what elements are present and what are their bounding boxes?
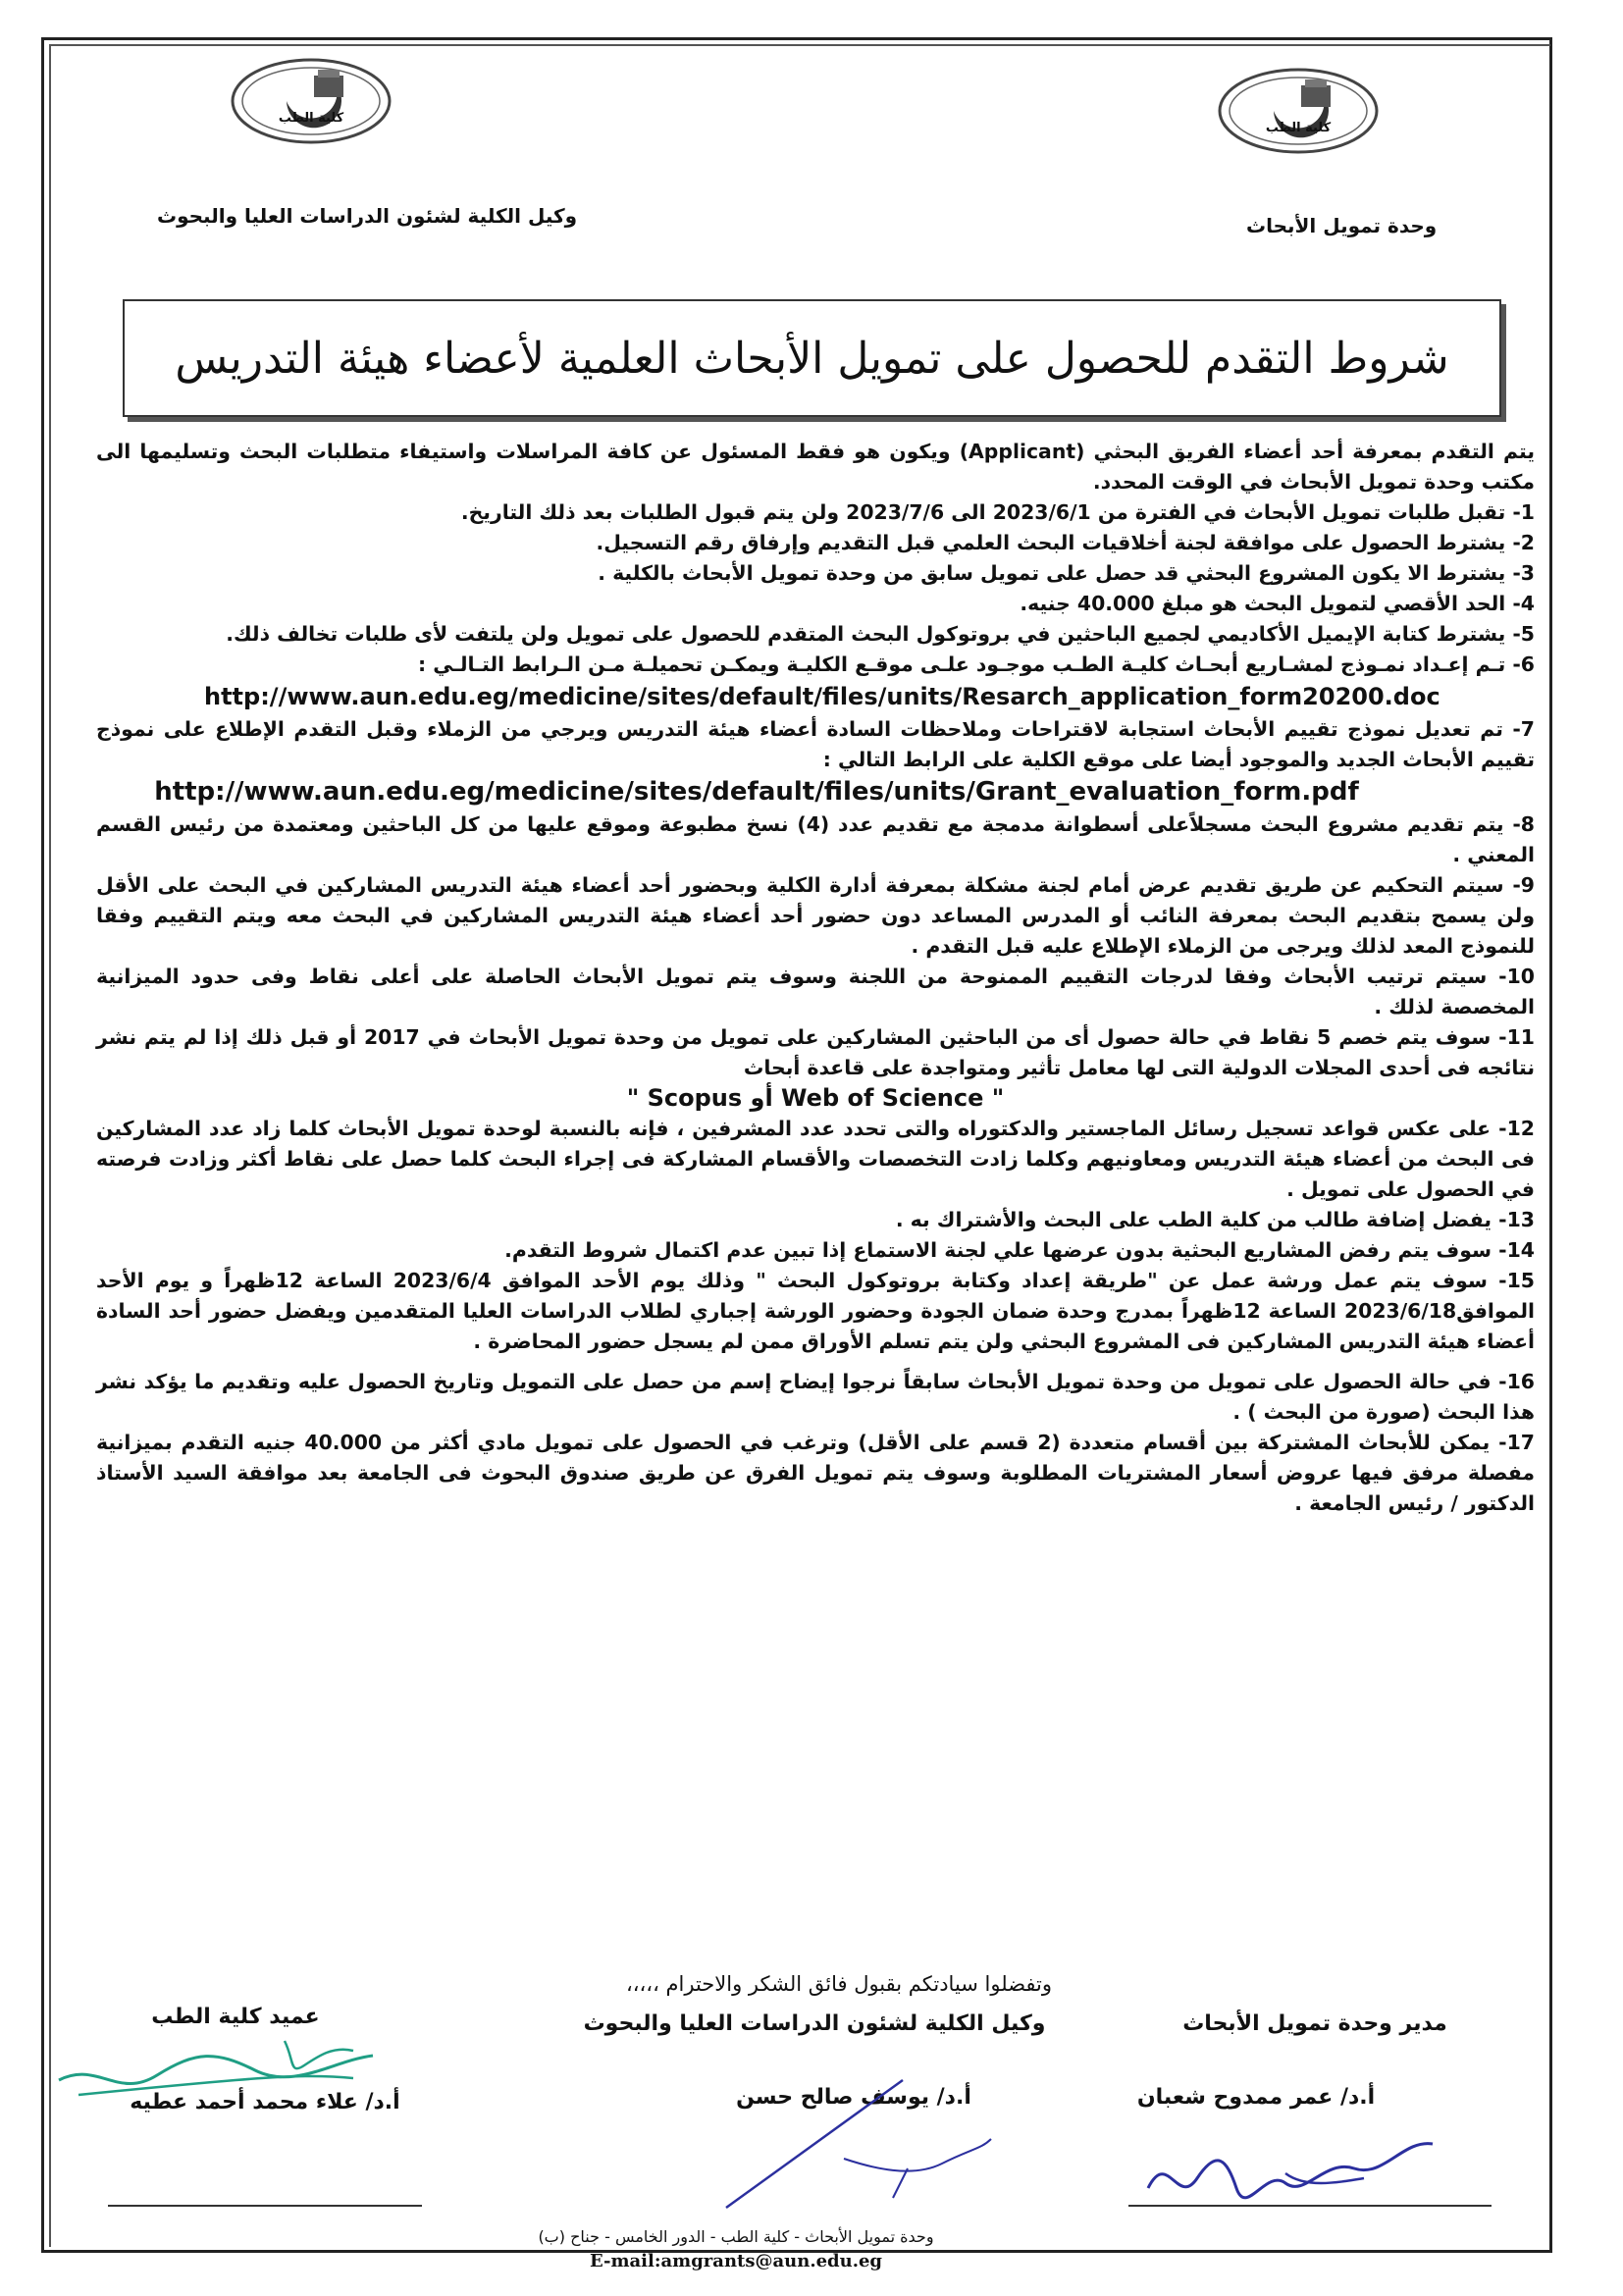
dean-signature-line <box>108 2205 422 2207</box>
title-box <box>123 299 1501 417</box>
vice-dean-signature <box>687 2070 1001 2218</box>
page-title: شروط التقدم للحصول على تمويل الأبحاث العلمية لأعضاء هيئة التدريس <box>175 333 1449 384</box>
indexing-databases: " Web of Science أو Scopus " <box>626 1084 1005 1112</box>
condition-item-7: 7- تم تعديل نموذج تقييم الأبحاث استجابة لاقتراحات وملاحظات السادة أعضاء هيئة التدريس ويرجي من الزملاء وقبل التقدم الإطلاع على نموذج تقييم الأبحاث الجديد والموجود أيضا على موقع الكلية على الرابط التالي : <box>96 717 1535 771</box>
condition-item-14: 14- سوف يتم رفض المشاريع البحثية بدون عرضها علي لجنة الاستماع إذا تبين عدم اكتمال شروط التقدم. <box>504 1238 1535 1262</box>
evaluation-form-link[interactable]: http://www.aun.edu.eg/medicine/sites/default/files/units/Grant_evaluation_form.pdf <box>154 777 1359 807</box>
condition-item-11: 11- سوف يتم خصم 5 نقاط في حالة حصول أى من الباحثين المشاركين على تمويل من وحدة تمويل الأبحاث في 2017 أو قبل ذلك إذا لم يتم نشر نتائجه فى أحدى المجلات الدولية التى لها معامل تأثير ومتواجدة على قاعدة أبحاث <box>96 1025 1535 1079</box>
footer-address: وحدة تمويل الأبحاث - كلية الطب - الدور الخامس - جناح (ب) <box>538 2227 934 2246</box>
unit-director-name: أ.د/ عمر ممدوح شعبان <box>1136 2085 1376 2110</box>
unit-director-signature <box>1138 2129 1452 2227</box>
header-vice-dean-office: وكيل الكلية لشئون الدراسات العليا والبحوث <box>157 204 578 228</box>
dean-name: أ.د/ علاء محمد أحمد عطيه <box>130 2090 400 2114</box>
application-form-link[interactable]: http://www.aun.edu.eg/medicine/sites/default/files/units/Resarch_application_form20200.doc <box>204 683 1440 710</box>
conditions-body <box>96 437 1535 1519</box>
condition-item-9: 9- سيتم التحكيم عن طريق تقديم عرض أمام لجنة مشكلة بمعرفة أدارة الكلية وبحضور أحد أعضاء هيئة التدريس المشاركين في البحث على الأقل ولن يسمح بتقديم البحث بمعرفة النائب أو المدرس المساعد دون حضور أحد أعضاء هيئة التدريس المشاركين في البحث معه ويتم التقييم وفقا للنموذج المعد لذلك ويرجى من الزملاء الإطلاع عليه قبل التقدم . <box>96 873 1535 958</box>
logo-caption-right: كلية الطب <box>1265 121 1332 135</box>
unit-signature-line <box>1128 2205 1492 2207</box>
dean-title: عميد كلية الطب <box>151 2005 320 2029</box>
dean-signature <box>39 2021 393 2119</box>
condition-item-6: 6- تـم إعـداد نمـوذج لمشـاريع أبحـاث كليـة الطـب موجـود علـى موقـع الكليـة ويمكـن تحميلـة مـن الـرابط التـالـي : <box>418 652 1535 676</box>
condition-item-13: 13- يفضل إضافة طالب من كلية الطب على البحث والأشتراك به . <box>895 1208 1535 1231</box>
footer-email[interactable]: E-mail:amgrants@aun.edu.eg <box>589 2251 883 2271</box>
vice-dean-name: أ.د/ يوسف صالح حسن <box>736 2085 971 2110</box>
condition-item-15: 15- سوف يتم عمل ورشة عمل عن "طريقة إعداد وكتابة بروتوكول البحث " وذلك يوم الأحد الموافق 2023/6/4 الساعة 12ظهراً و يوم الأحد الموافق2023/6/18 الساعة 12ظهراً بمدرج وحدة ضمان الجودة وحضور الورشة إجباري لطلاب الدراسات العليا المتقدمين ويفضل حضور أحد السادة أعضاء هيئة التدريس المشاركين فى المشروع البحثي ولن يتم تسلم الأوراق ممن لم يسجل حضور المحاضرة . <box>96 1269 1536 1353</box>
intro-paragraph: يتم التقدم بمعرفة أحد أعضاء الفريق البحثي (Applicant) ويكون هو فقط المسئول عن كافة المراسلات واستيفاء متطلبات البحث وتسليمها الى مكتب وحدة تمويل الأبحاث في الوقت المحدد. <box>96 440 1535 494</box>
condition-item-5: 5- يشترط كتابة الإيميل الأكاديمي لجميع الباحثين في بروتوكول البحث المتقدم للحصول على تمويل ولن يلتفت لأى طلبات تخالف ذلك. <box>226 622 1535 646</box>
closing-salutation: وتفضلوا سيادتكم بقبول فائق الشكر والاحترام ،،،،، <box>625 1972 1053 1996</box>
logo-caption: كلية الطب <box>278 111 344 126</box>
condition-item-2: 2- يشترط الحصول على موافقة لجنة أخلاقيات البحث العلمي قبل التقديم وإرفاق رقم التسجيل. <box>596 531 1535 554</box>
condition-item-8: 8- يتم تقديم مشروع البحث مسجلاًعلى أسطوانة مدمجة مع تقديم عدد (4) نسخ مطبوعة وموقع عليها من كل الباحثين ومعتمدة من رئيس القسم المعني . <box>96 812 1535 866</box>
condition-item-3: 3- يشترط الا يكون المشروع البحثي قد حصل على تمويل سابق من وحدة تمويل الأبحاث بالكلية . <box>598 561 1535 585</box>
vice-dean-title: وكيل الكلية لشئون الدراسات العليا والبحوث <box>583 2011 1046 2036</box>
header-research-funding-unit: وحدة تمويل الأبحاث <box>1246 214 1438 237</box>
condition-item-16: 16- في حالة الحصول على تمويل من وحدة تمويل الأبحاث سابقاً نرجوا إيضاح إسم من حصل على التمويل وتاريخ الحصول عليه وتقديم ما يؤكد نشر هذا البحث (صورة من البحث ) . <box>96 1370 1535 1424</box>
condition-item-4: 4- الحد الأقصي لتمويل البحث هو مبلغ 40.000 جنيه. <box>1020 592 1535 615</box>
condition-item-17: 17- يمكن للأبحاث المشتركة بين أقسام متعددة (2 قسم على الأقل) وترغب في الحصول على تمويل مادي أكثر من 40.000 جنيه التقدم بميزانية مفصلة مرفق فيها عروض أسعار المشتريات المطلوبة وسوف يتم تمويل الفرق عن طريق صندوق البحوث فى الجامعة بعد موافقة السيد الأستاذ الدكتور / رئيس الجامعة . <box>96 1431 1535 1515</box>
condition-item-10: 10- سيتم ترتيب الأبحاث وفقا لدرجات التقييم الممنوحة من اللجنة وسوف يتم تمويل الأبحاث الحاصلة على أعلى نقاط وفى حدود الميزانية المخصصة لذلك . <box>96 965 1535 1018</box>
faculty-logo-right <box>1215 64 1382 162</box>
faculty-logo-left <box>228 54 394 152</box>
condition-item-12: 12- على عكس قواعد تسجيل رسائل الماجستير والدكتوراه والتى تحدد عدد المشرفين ، فإنه بالنسبة لوحدة تمويل الأبحاث كلما زاد عدد المشاركين فى البحث من أعضاء هيئة التدريس ومعاونيهم وكلما زادت التخصصات والأقسام المشاركة فى إجراء البحث كلما حصل على نقاط أكثر وزادت فرصته في الحصول على تمويل . <box>96 1117 1535 1201</box>
condition-item-1: 1- تقبل طلبات تمويل الأبحاث في الفترة من 2023/6/1 الى 2023/7/6 ولن يتم قبول الطلبات بعد ذلك التاريخ. <box>460 500 1535 524</box>
unit-director-title: مدير وحدة تمويل الأبحاث <box>1182 2011 1447 2036</box>
